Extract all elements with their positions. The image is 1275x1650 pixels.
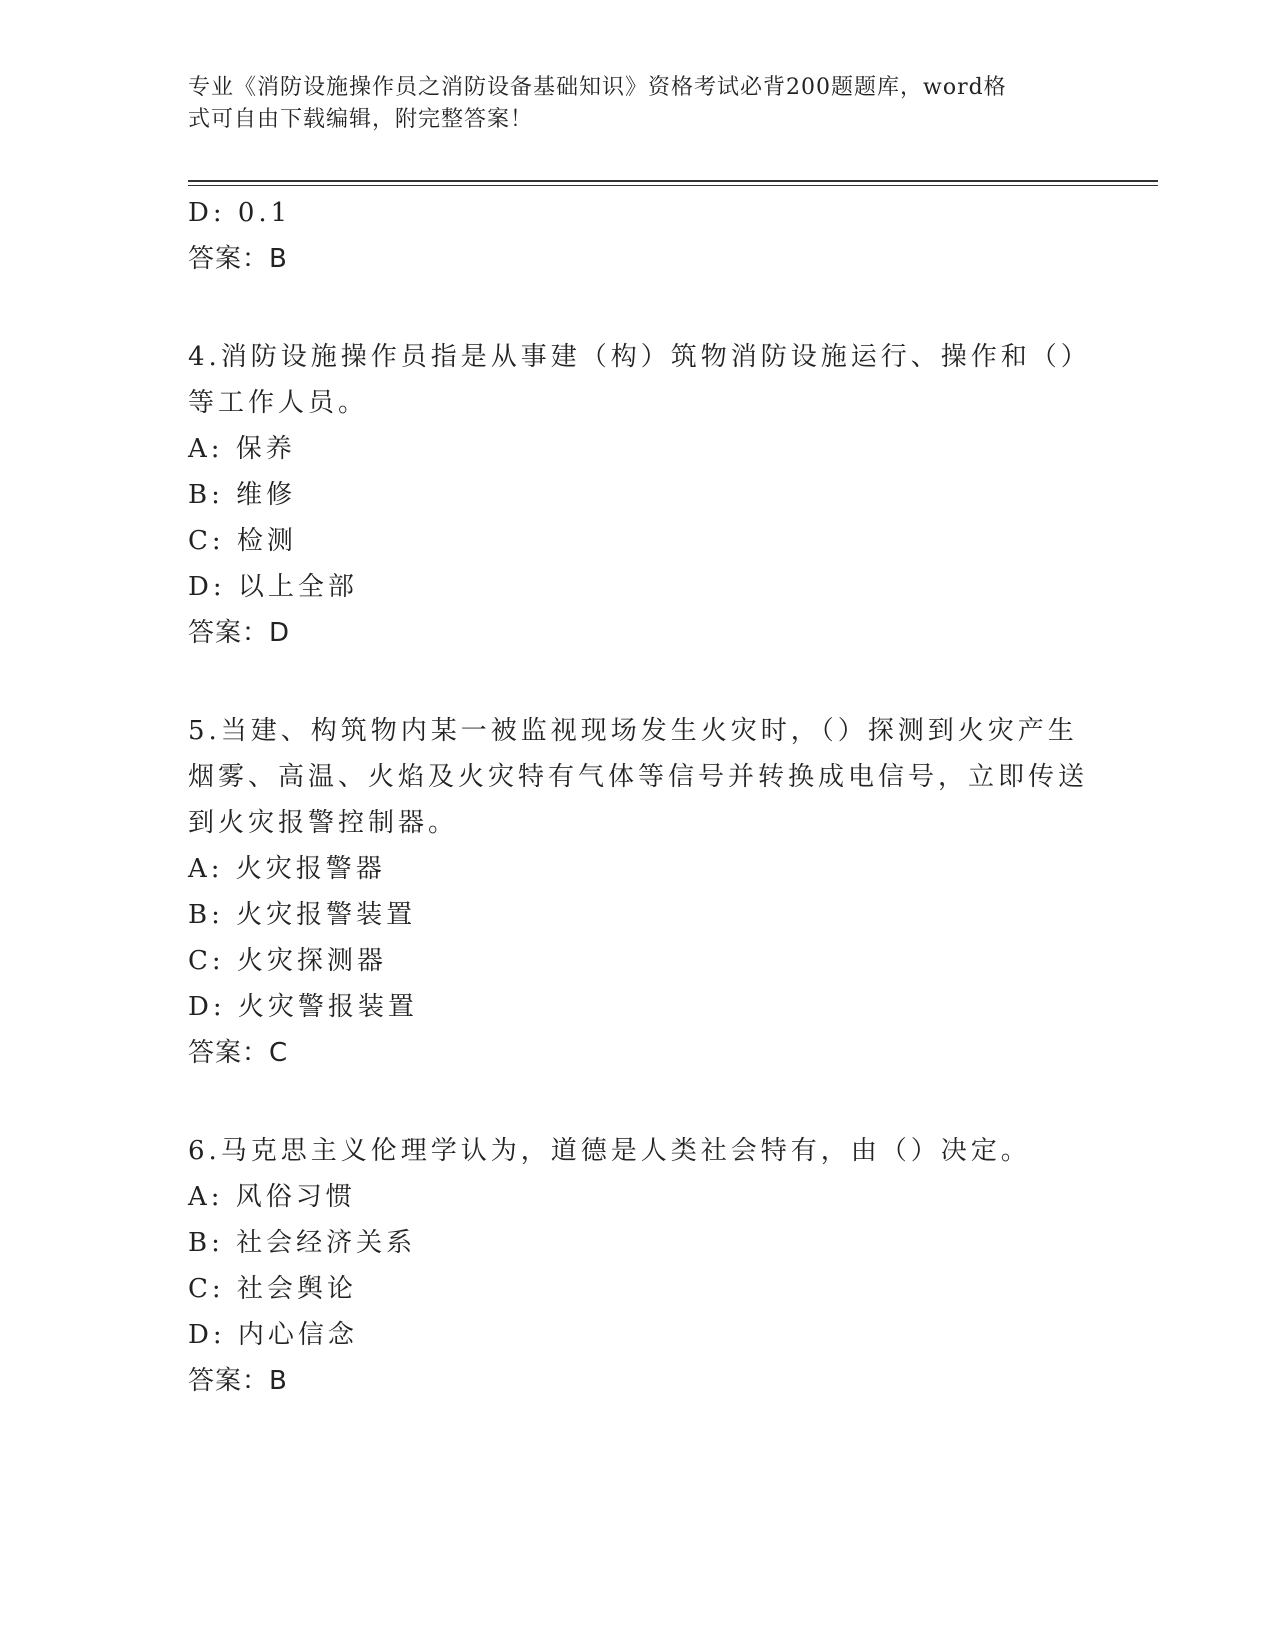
document-body: [188, 190, 1091, 1404]
question-stem-line: 到火灾报警控制器。: [188, 808, 459, 838]
option-b: B: 社会经济关系: [188, 1228, 417, 1258]
option-b: B: 火灾报警装置: [188, 900, 417, 930]
option-a: A: 风俗习惯: [188, 1182, 356, 1212]
question-4: [188, 334, 1091, 656]
question-stem-line: 烟雾、高温、火焰及火灾特有气体等信号并转换成电信号，立即传送: [188, 762, 1089, 792]
header-rule-thick: [188, 180, 1158, 182]
question-6: [188, 1128, 1068, 1404]
header-line-2: 式可自由下载编辑，附完整答案！: [188, 107, 534, 132]
option-d: D: 以上全部: [188, 572, 358, 602]
question-stem-line: 等工作人员。: [188, 388, 369, 418]
option-c: C: 火灾探测器: [188, 946, 387, 976]
header-line-1: 专业《消防设施操作员之消防设备基础知识》资格考试必背200题题库，word格: [188, 75, 1007, 100]
question-5: [188, 708, 1089, 1076]
option-a: A: 火灾报警器: [188, 854, 386, 884]
option-d: D: 火灾警报装置: [188, 992, 418, 1022]
question-stem-line: 6.马克思主义伦理学认为，道德是人类社会特有，由（）决定。: [188, 1136, 1031, 1166]
question-stem-line: 4.消防设施操作员指是从事建（构）筑物消防设施运行、操作和（）: [188, 342, 1091, 372]
carryover-answer: 答案：B: [188, 244, 288, 274]
option-b: B: 维修: [188, 480, 297, 510]
answer: 答案：D: [188, 618, 291, 648]
option-c: C: 检测: [188, 526, 297, 556]
carryover-option-d: D: 0.1: [188, 198, 292, 228]
option-a: A: 保养: [188, 434, 296, 464]
header-rule-thin: [188, 185, 1158, 186]
answer: 答案：C: [188, 1038, 289, 1068]
option-d: D: 内心信念: [188, 1320, 358, 1350]
document-header: [188, 72, 1068, 136]
answer: 答案：B: [188, 1366, 288, 1396]
option-c: C: 社会舆论: [188, 1274, 357, 1304]
question-stem-line: 5.当建、构筑物内某一被监视现场发生火灾时，（）探测到火灾产生: [188, 716, 1078, 746]
